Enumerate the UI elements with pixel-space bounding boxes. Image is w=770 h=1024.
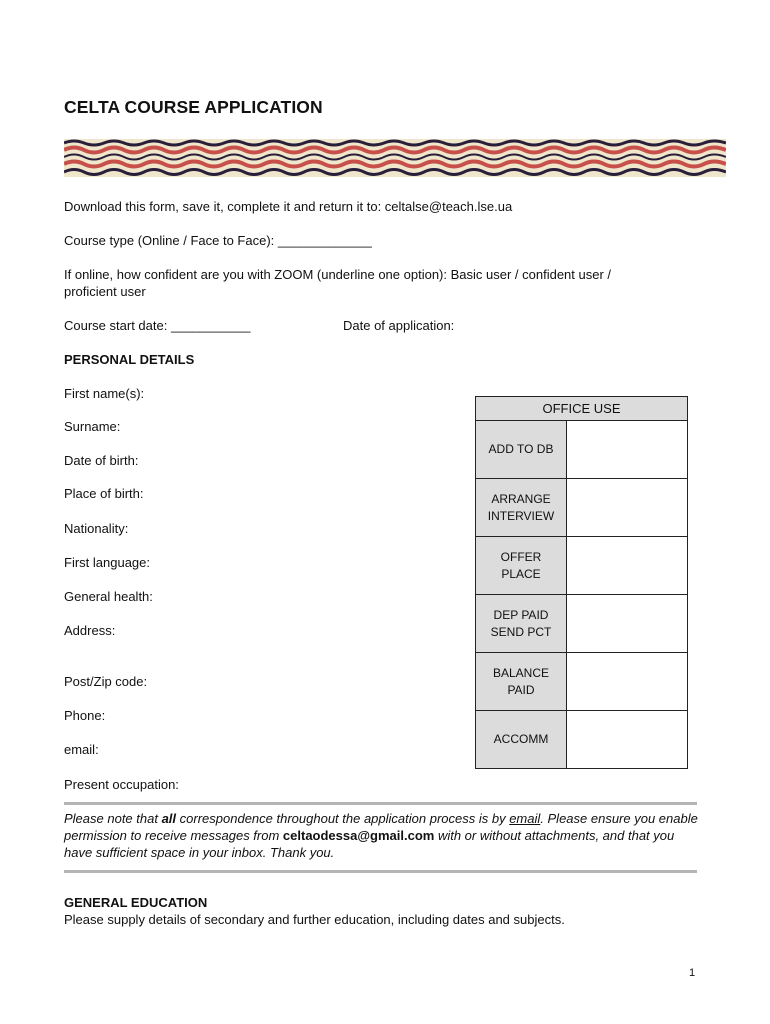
office-use-table [475,396,688,769]
education-instructions: Please supply details of secondary and further education, including dates and subjects. [64,912,565,927]
divider [64,802,697,805]
page-number: 1 [689,967,696,979]
office-row-label: BALANCE PAID [476,653,567,711]
address-label: Address: [64,623,116,638]
office-row-cell [567,421,688,479]
course-type-field: Course type (Online / Face to Face): _____________ [64,233,372,248]
health-label: General health: [64,589,153,604]
first-language-label: First language: [64,555,150,570]
phone-label: Phone: [64,708,106,723]
nationality-label: Nationality: [64,521,129,536]
office-row-cell [567,537,688,595]
pob-label: Place of birth: [64,486,144,501]
office-row-label: OFFER PLACE [476,537,567,595]
office-row-cell [567,711,688,769]
course-start-date-field: Course start date: ___________ [64,318,251,333]
office-row-cell [567,595,688,653]
application-date-field: Date of application: [343,318,455,333]
zoom-question-line2: proficient user [64,284,146,299]
decorative-banner [64,139,726,177]
office-row-cell [567,653,688,711]
office-row-label: ARRANGE INTERVIEW [476,479,567,537]
divider [64,870,697,873]
first-name-label: First name(s): [64,386,145,401]
occupation-label: Present occupation: [64,777,179,792]
office-row-label: ADD TO DB [476,421,567,479]
office-row-label: DEP PAID SEND PCT [476,595,567,653]
postcode-label: Post/Zip code: [64,674,148,689]
office-row-label: ACCOMM [476,711,567,769]
general-education-heading: GENERAL EDUCATION [64,895,208,910]
form-title: CELTA COURSE APPLICATION [64,97,323,117]
email-label: email: [64,742,99,757]
personal-details-heading: PERSONAL DETAILS [64,352,195,367]
intro-text: Download this form, save it, complete it and return it to: celtalse@teach.lse.ua [64,199,513,214]
surname-label: Surname: [64,419,121,434]
zoom-question-line1: If online, how confident are you with ZOOM (underline one option): Basic user / confident user / [64,267,612,282]
office-use-header: OFFICE USE [476,397,688,421]
email-notice: Please note that all correspondence throughout the application process is by email. Please ensure you enable permission to receive messages from celtaodessa@gmail.com with or without attachments, and that you have sufficient space in your inbox. Thank you. [64,811,698,860]
office-row-cell [567,479,688,537]
dob-label: Date of birth: [64,453,139,468]
